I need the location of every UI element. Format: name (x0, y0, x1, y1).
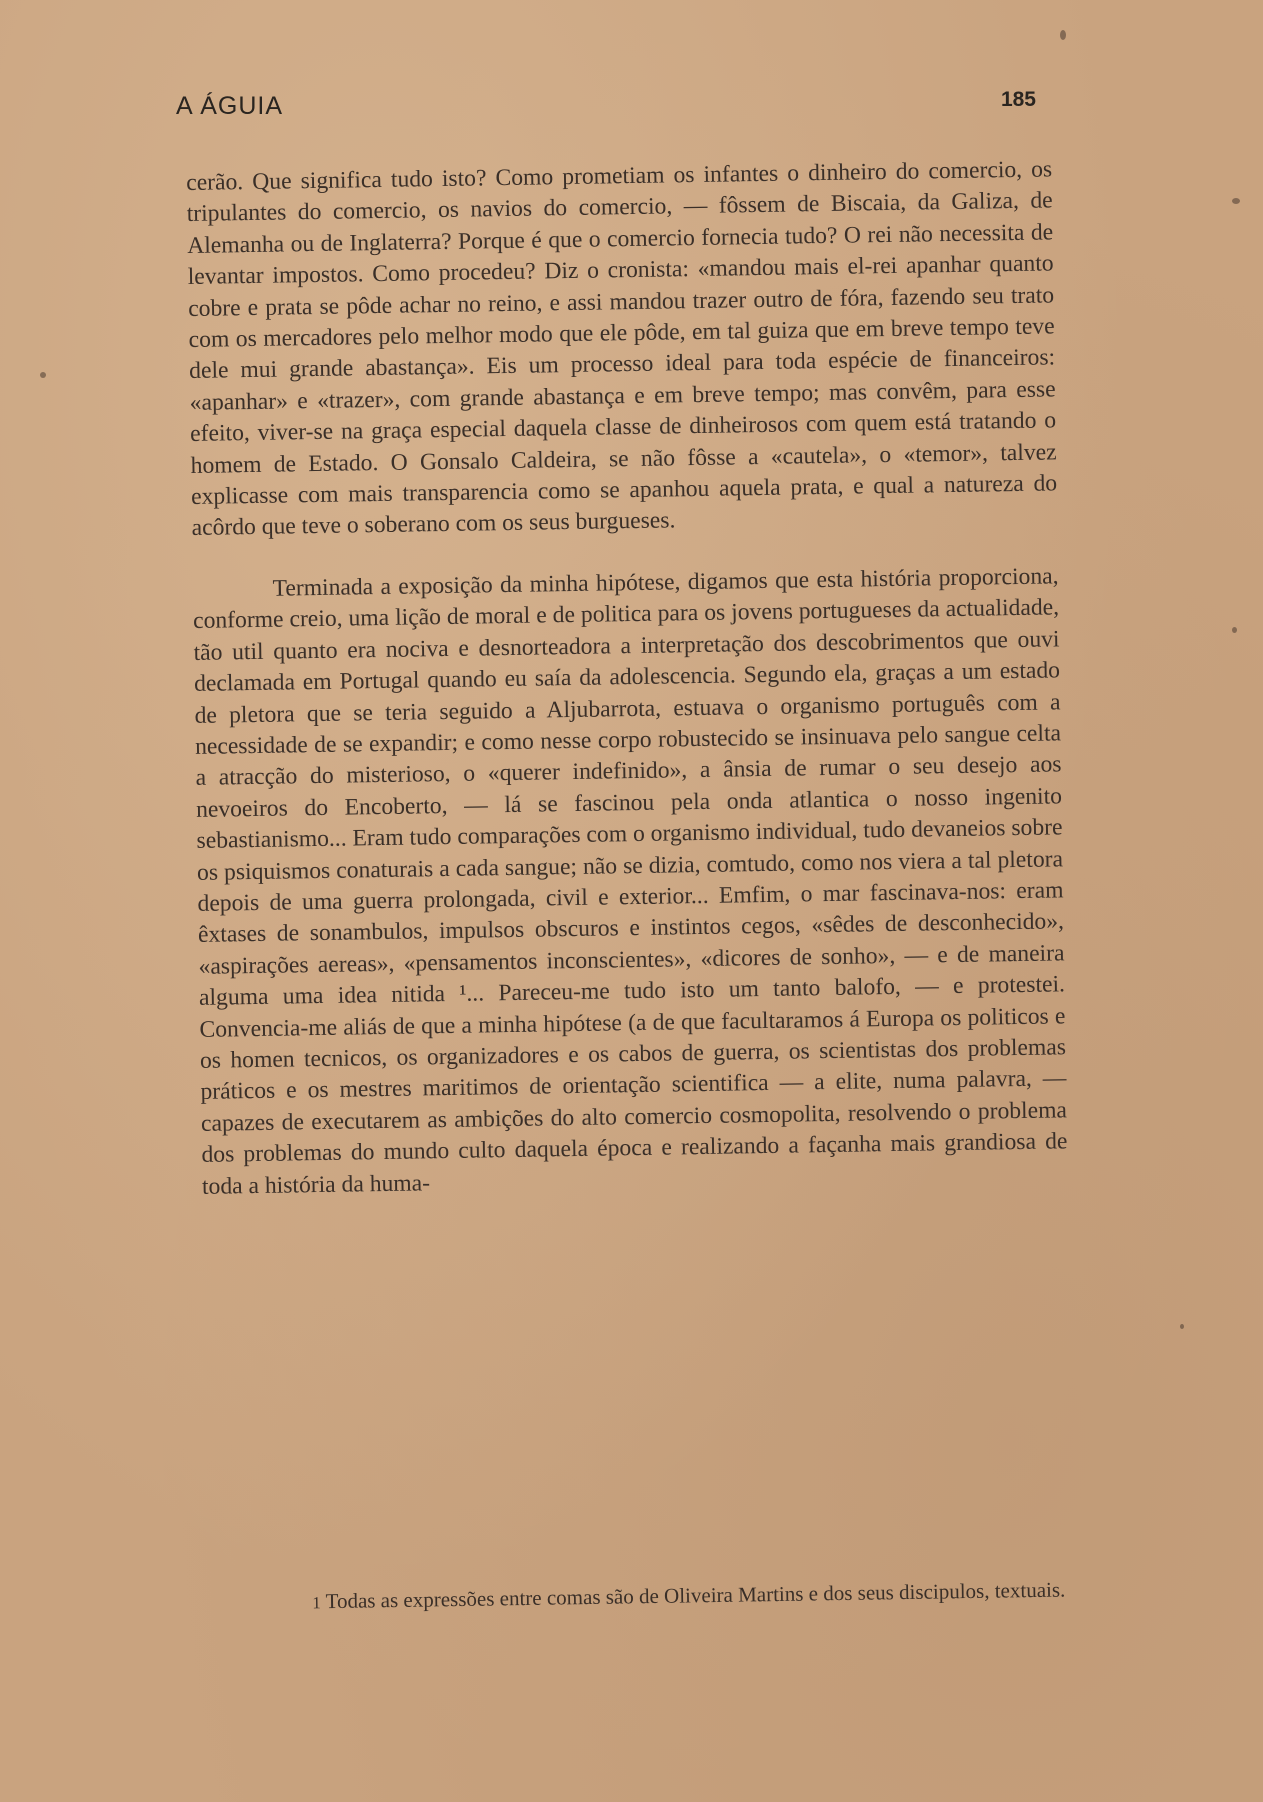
footnote (206, 1574, 1066, 1620)
page-number: 185 (1000, 88, 1036, 111)
body-text (186, 154, 1068, 1202)
paper-speck (1060, 30, 1066, 40)
paragraph: Terminada a exposição da minha hipótese, digamos que esta história proporciona, conforme creio, uma lição de moral e de politica para os jovens portugueses da actualidade, tão util quanto era nociva e desnorteadora a interpretação dos descobrimentos que ouvi declamada em Portugal quando eu saía da adolescencia. Segundo ela, graças a um estado de pletora que se teria seguido a Aljubarrota, estuava o organismo português com a necessidade de se expandir; e como nesse corpo robustecido se insinuava pelo sangue celta a atracção do misterioso, o «querer indefinido», a ânsia de rumar o seu desejo aos nevoeiros do Encoberto, — lá se fascinou pela onda atlantica o nosso ingenito sebastianismo... Eram tudo comparações com o organismo individual, tudo devaneios sobre os psiquismos conaturais a cada sangue; não se dizia, comtudo, como nos viera a tal pletora depois de uma guerra prolongada, civil e exterior... Emfim, o mar fascinava-nos: eram êxtases de sonambulos, impulsos obscuros e instintos cegos, «sêdes de desconhecido», «aspirações aereas», «pensamentos inconscientes», «dicores de sonho», — e de maneira alguma uma idea nitida ¹... Pareceu-me tudo isto um tanto balofo, — e protestei. Convencia-me aliás de que a minha hipótese (a de que facultaramos á Europa os politicos e os homen tecnicos, os organizadores e os cabos de guerra, os scientistas dos problemas práticos e os mestres maritimos de orientação scientifica — a elite, numa palavra, — capazes de executarem as ambições do alto comercio cosmopolita, resolvendo o problema dos problemas do mundo culto daquela época e realizando a façanha mais grandiosa de toda a história da huma- (192, 563, 1068, 1200)
paper-speck (40, 372, 46, 378)
running-title: A ÁGUIA (176, 92, 284, 120)
paper-speck (1232, 198, 1240, 204)
paper-speck (1180, 1324, 1184, 1329)
paragraph: cerão. Que significa tudo isto? Como prometiam os infantes o dinheiro do comercio, os tripulantes do comercio, os navios do comercio, — fôssem de Biscaia, da Galiza, de Alemanha ou de Inglaterra? Porque é que o comercio fornecia tudo? O rei não necessita de levantar impostos. Como procedeu? Diz o cronista: «mandou mais el-rei apanhar quanto cobre e prata se pôde achar no reino, e assi mandou trazer outro de fóra, fazendo seu trato com os mercadores pelo melhor modo que ele pôde, em tal guiza que em breve tempo teve dele mui grande abastança». Eis um processo ideal para toda espécie de financeiros: «apanhar» e «trazer», com grande abastança e em breve tempo; mas convêm, para esse efeito, viver-se na graça especial daquela classe de dinheirosos com quem está tratando o homem de Estado. O Gonsalo Caldeira, se não fôsse a «cautela», o «temor», talvez explicasse com mais transparencia como se apanhou aquela prata, e qual a natureza do acôrdo que teve o soberano com os seus burgueses. (186, 156, 1058, 542)
paper-speck (1232, 627, 1237, 633)
footnote-text: Todas as expressões entre comas são de Oliveira Martins e dos seus discipulos, textuais. (325, 1577, 1066, 1614)
footnote-marker: 1 (312, 1593, 321, 1613)
page-header (176, 88, 1036, 128)
